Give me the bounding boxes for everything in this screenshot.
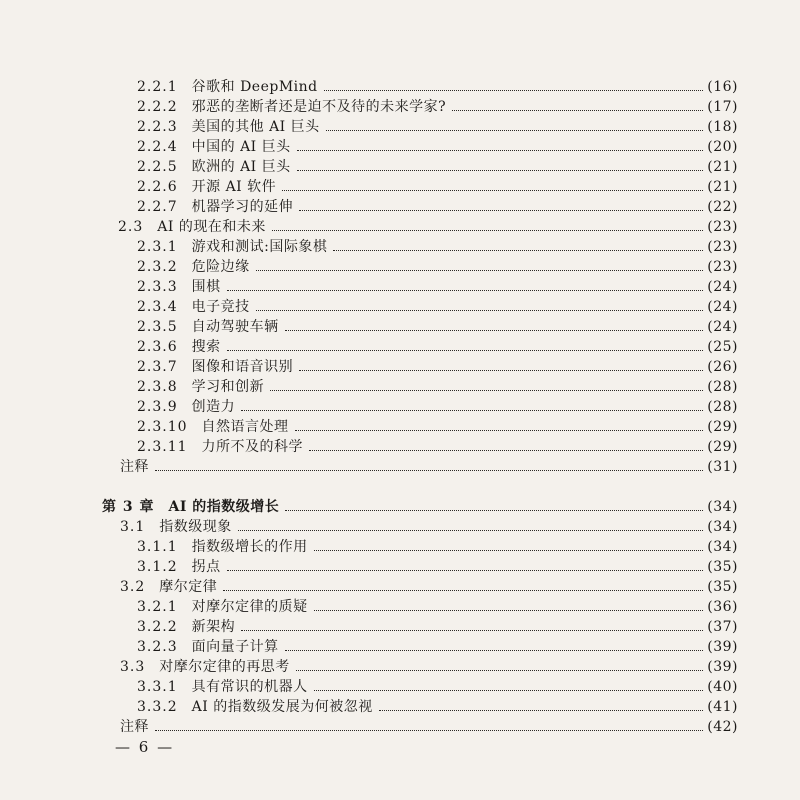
section-number: 2.3.2 <box>137 259 178 275</box>
page-ref: (42) <box>707 719 738 735</box>
dot-leader <box>297 170 704 171</box>
page-ref: (21) <box>707 179 738 195</box>
page-ref: (34) <box>707 499 738 515</box>
toc-entry <box>137 638 738 656</box>
page-ref: (23) <box>707 219 738 235</box>
dot-leader <box>238 530 703 531</box>
page-ref: (37) <box>707 619 738 635</box>
dot-leader <box>314 550 704 551</box>
toc-entry <box>137 358 738 376</box>
dot-leader <box>314 610 704 611</box>
dot-leader <box>256 310 704 311</box>
page-ref: (22) <box>707 199 738 215</box>
section-title: 具有常识的机器人 <box>191 679 308 695</box>
toc-entry <box>120 718 738 736</box>
section-title: AI 的现在和未来 <box>157 219 266 235</box>
toc-entry <box>137 78 738 96</box>
page-ref: (34) <box>707 519 738 535</box>
section-title: 欧洲的 AI 巨头 <box>191 159 291 175</box>
page-ref: (35) <box>707 579 738 595</box>
section-title: 图像和语音识别 <box>191 359 294 375</box>
section-title: 注释 <box>120 719 149 735</box>
dot-leader <box>227 290 704 291</box>
section-number: 2.2.6 <box>137 179 178 195</box>
section-number: 2.3.4 <box>137 299 178 315</box>
page-ref: (39) <box>707 639 738 655</box>
dot-leader <box>285 510 703 511</box>
section-title: 谷歌和 DeepMind <box>191 79 318 95</box>
toc-entry <box>137 318 738 336</box>
dot-leader <box>324 90 704 91</box>
dot-leader <box>155 470 703 471</box>
section-number: 3.3.1 <box>137 679 178 695</box>
toc-entry <box>137 418 738 436</box>
section-title: 注释 <box>120 459 149 475</box>
page-ref: (28) <box>707 379 738 395</box>
section-number: 2.3.1 <box>137 239 178 255</box>
toc-entry <box>137 698 738 716</box>
page-ref: (39) <box>707 659 738 675</box>
section-number: 2.3.11 <box>137 439 188 455</box>
section-title: 自动驾驶车辆 <box>191 319 279 335</box>
dot-leader <box>452 110 703 111</box>
section-title: 新架构 <box>191 619 236 635</box>
chapter-title: AI 的指数级增长 <box>168 499 280 515</box>
dot-leader <box>296 670 703 671</box>
section-title: 对摩尔定律的再思考 <box>159 659 290 675</box>
dot-leader <box>299 370 703 371</box>
section-title: AI 的指数级发展为何被忽视 <box>191 699 373 715</box>
section-title: 拐点 <box>191 559 221 575</box>
toc-entry <box>120 658 738 676</box>
page-ref: (24) <box>707 299 738 315</box>
section-title: 学习和创新 <box>191 379 265 395</box>
section-number: 3.2.1 <box>137 599 178 615</box>
toc-entry <box>137 158 738 176</box>
section-number: 2.2.2 <box>137 99 178 115</box>
dot-leader <box>299 210 703 211</box>
section-title: 力所不及的科学 <box>201 439 304 455</box>
section-title: 中国的 AI 巨头 <box>191 139 291 155</box>
page-ref: (20) <box>707 139 738 155</box>
page-ref: (18) <box>707 119 738 135</box>
section-number: 2.3.10 <box>137 419 188 435</box>
toc-entry <box>137 618 738 636</box>
toc-entry <box>137 378 738 396</box>
section-number: 2.2.1 <box>137 79 178 95</box>
page-ref: (26) <box>707 359 738 375</box>
toc-entry <box>137 258 738 276</box>
section-number: 2.2.5 <box>137 159 178 175</box>
toc-entry <box>120 518 738 536</box>
dot-leader <box>297 150 704 151</box>
section-title: 指数级现象 <box>159 519 232 535</box>
toc-entry <box>120 578 738 596</box>
section-number: 3.1 <box>120 519 146 535</box>
page-ref: (28) <box>707 399 738 415</box>
dot-leader <box>282 190 703 191</box>
dot-leader <box>227 570 704 571</box>
section-title: 创造力 <box>191 399 236 415</box>
section-title: 开源 AI 软件 <box>191 179 277 195</box>
dot-leader <box>241 410 703 411</box>
section-number: 2.3.5 <box>137 319 178 335</box>
section-number: 3.2.3 <box>137 639 178 655</box>
page-ref: (31) <box>707 459 738 475</box>
dot-leader <box>256 270 704 271</box>
dot-leader <box>272 230 703 231</box>
toc-entry <box>137 98 738 116</box>
section-number: 2.3 <box>118 219 144 235</box>
page-ref: (29) <box>707 419 738 435</box>
dot-leader <box>227 350 704 351</box>
section-number: 3.2 <box>120 579 146 595</box>
page-ref: (25) <box>707 339 738 355</box>
section-title: 邪恶的垄断者还是迫不及待的未来学家? <box>191 99 447 115</box>
dot-leader <box>295 430 704 431</box>
toc-entry <box>137 198 738 216</box>
section-title: 对摩尔定律的质疑 <box>191 599 308 615</box>
toc-entry <box>137 118 738 136</box>
section-number: 2.2.4 <box>137 139 178 155</box>
dot-leader <box>241 630 703 631</box>
section-number: 2.3.3 <box>137 279 178 295</box>
chapter-number: 第 3 章 <box>102 499 155 515</box>
dot-leader <box>270 390 703 391</box>
dot-leader <box>309 450 703 451</box>
page-ref: (17) <box>707 99 738 115</box>
toc-entry <box>137 398 738 416</box>
section-title: 美国的其他 AI 巨头 <box>191 119 320 135</box>
section-title: 机器学习的延伸 <box>191 199 294 215</box>
toc-entry <box>120 458 738 476</box>
section-number: 3.2.2 <box>137 619 178 635</box>
dot-leader <box>155 730 703 731</box>
section-title: 指数级增长的作用 <box>191 539 308 555</box>
section-number: 2.2.3 <box>137 119 178 135</box>
section-title: 游戏和测试:国际象棋 <box>191 239 328 255</box>
toc-entry <box>137 238 738 256</box>
page-number: — 6 — <box>115 738 175 756</box>
section-title: 电子竞技 <box>191 299 250 315</box>
toc-entry <box>137 138 738 156</box>
toc-entry <box>137 538 738 556</box>
toc-entry <box>118 218 738 236</box>
dot-leader <box>223 590 703 591</box>
section-number: 2.3.9 <box>137 399 178 415</box>
toc-entry <box>137 558 738 576</box>
page-ref: (36) <box>707 599 738 615</box>
section-number: 3.1.1 <box>137 539 178 555</box>
toc-entry <box>137 338 738 356</box>
page-ref: (21) <box>707 159 738 175</box>
section-title: 围棋 <box>191 279 221 295</box>
section-title: 摩尔定律 <box>159 579 218 595</box>
section-title: 面向量子计算 <box>191 639 279 655</box>
toc-entry <box>137 438 738 456</box>
page-ref: (24) <box>707 279 738 295</box>
page-ref: (24) <box>707 319 738 335</box>
dot-leader <box>326 130 704 131</box>
dot-leader <box>285 650 704 651</box>
page-ref: (40) <box>707 679 738 695</box>
section-number: 2.3.8 <box>137 379 178 395</box>
toc-entry <box>137 678 738 696</box>
section-number: 2.2.7 <box>137 199 178 215</box>
toc-entry <box>137 598 738 616</box>
dot-leader <box>314 690 704 691</box>
page-ref: (35) <box>707 559 738 575</box>
page-ref: (34) <box>707 539 738 555</box>
section-title: 搜索 <box>191 339 221 355</box>
dot-leader <box>285 330 704 331</box>
dot-leader <box>379 710 704 711</box>
page-ref: (41) <box>707 699 738 715</box>
section-title: 危险边缘 <box>191 259 250 275</box>
section-number: 2.3.6 <box>137 339 178 355</box>
section-number: 3.1.2 <box>137 559 178 575</box>
section-number: 3.3 <box>120 659 146 675</box>
section-number: 2.3.7 <box>137 359 178 375</box>
toc-entry <box>137 178 738 196</box>
toc-entry <box>137 298 738 316</box>
page-ref: (23) <box>707 239 738 255</box>
page-ref: (16) <box>707 79 738 95</box>
dot-leader <box>333 250 703 251</box>
section-number: 3.3.2 <box>137 699 178 715</box>
page-ref: (29) <box>707 439 738 455</box>
page-ref: (23) <box>707 259 738 275</box>
toc-entry <box>137 278 738 296</box>
section-title: 自然语言处理 <box>201 419 289 435</box>
toc-chapter-entry <box>102 498 738 516</box>
